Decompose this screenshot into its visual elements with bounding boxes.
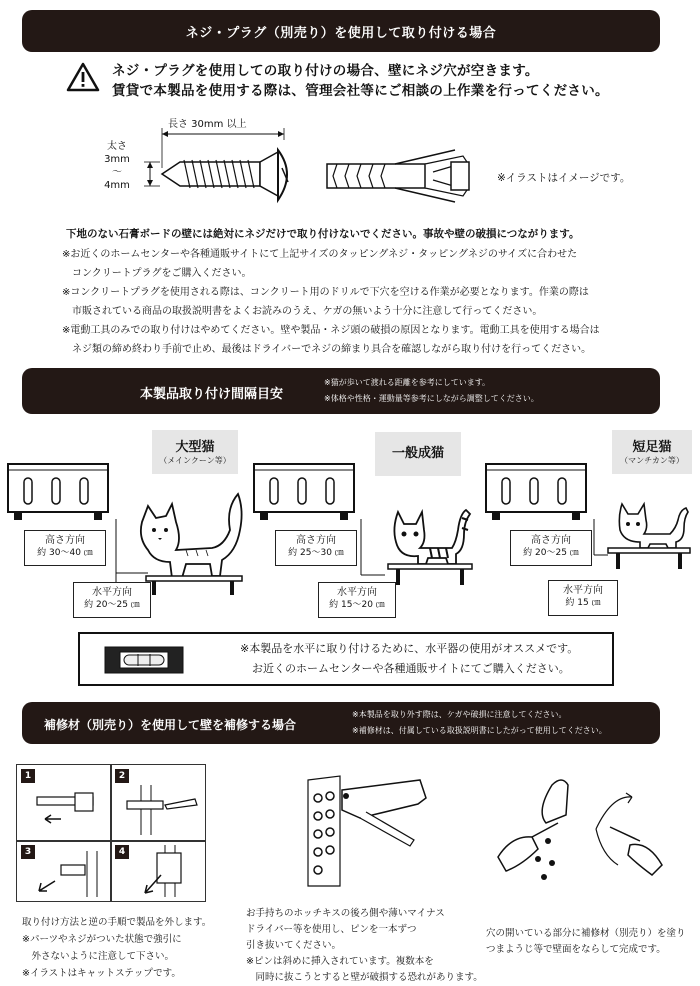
section3-col3-text: [486, 926, 686, 958]
illust-note: ※イラストはイメージです。: [497, 172, 631, 184]
plug-illustration: [325, 148, 475, 208]
height-box-large: [24, 530, 106, 566]
note-line: ネジ類の締め終わり手前で止め、最後はドライバーでネジの締まり具合を確認しながら取り付けを行ってください。: [62, 344, 592, 355]
step-2-illustration: [121, 785, 201, 835]
step-number-1: 1: [21, 769, 35, 783]
section1-header: [22, 10, 660, 52]
step-4-illustration: [131, 845, 201, 897]
note-line: ※お近くのホームセンターや各種通販サイトにて上記サイズのタッピングネジ・タッピングネジのサイズに合わせた: [62, 249, 578, 260]
height-title-adult: 高さ方向: [296, 535, 336, 546]
height-value-large: 約 30〜40 ㎝: [37, 548, 93, 558]
notes-list: [62, 245, 600, 359]
level-line-2: お近くのホームセンターや各種通販サイトにてご購入ください。: [252, 662, 570, 675]
col1-line: ※パーツやネジがついた状態で強引に: [22, 934, 182, 945]
level-recommendation-box: [78, 632, 614, 686]
section1-header-text: ネジ・プラグ（別売り）を使用して取り付ける場合: [185, 25, 497, 41]
warning-line-1: ネジ・プラグを使用しての取り付けの場合、壁にネジ穴が空きます。: [112, 63, 539, 79]
cat-label-large: [152, 430, 238, 474]
note-line: コンクリートプラグをご購入ください。: [62, 268, 252, 279]
horiz-title-adult: 水平方向: [337, 587, 377, 598]
step-panel-1: [16, 764, 112, 842]
horiz-title-short: 水平方向: [563, 585, 603, 596]
cat-label-short: [612, 430, 692, 474]
section3-col1-text: [22, 914, 211, 982]
screw-illustration: [160, 148, 300, 204]
spirit-level-icon: [104, 646, 184, 674]
thickness-tilde: ～: [112, 167, 122, 178]
section3-header: [22, 702, 660, 744]
note-line: ※コンクリートプラグを使用される際は、コンクリート用のドリルで下穴を空ける作業が必要となります。作業の際は: [62, 287, 589, 298]
horiz-value-large: 約 20〜25 ㎝: [84, 600, 140, 610]
col2-line: ※ピンは斜めに挿入されています。複数本を: [246, 956, 434, 967]
cat-label-adult: [375, 432, 461, 476]
step-number-4: 4: [115, 845, 129, 859]
step-panel-2: [110, 764, 206, 842]
col3-line: 穴の開いている部分に補修材（別売り）を塗り: [486, 928, 686, 939]
note-line: 市販されている商品の取扱説明書をよくお読みのうえ、ケガの無いよう十分に注意して行ってください。: [62, 306, 543, 317]
section3-note-1: ※本製品を取り外す際は、ケガや破損に注意してください。: [352, 710, 567, 719]
length-label: 長さ 30mm 以上: [168, 119, 247, 130]
step-panel-4: [110, 840, 206, 902]
height-title-short: 高さ方向: [531, 535, 571, 546]
note-line: ※電動工具のみでの取り付けはやめてください。壁や製品・ネジ頭の破損の原因となります。電動工具を使用する場合は: [62, 325, 600, 336]
repair-illustration: [492, 775, 672, 895]
horiz-value-adult: 約 15〜20 ㎝: [329, 600, 385, 610]
adult-cat-illustration: [378, 502, 478, 592]
height-title-large: 高さ方向: [45, 535, 85, 546]
col3-line: つまようじ等で壁面をならして完成です。: [486, 944, 666, 955]
col2-line: 引き抜いてください。: [246, 940, 342, 951]
col2-line: ドライバー等を使用し、ピンを一本ずつ: [246, 924, 417, 935]
col1-line: ※イラストはキャットステップです。: [22, 968, 181, 979]
thickness-max: 4mm: [104, 180, 130, 191]
step-panel-3: [16, 840, 112, 902]
section2-note-2: ※体格や性格・運動量等参考にしながら調整してください。: [324, 394, 539, 403]
length-dimension: [160, 128, 290, 140]
step-1-illustration: [31, 789, 101, 835]
cat-shelf-1: [6, 462, 112, 526]
bold-warning: 下地のない石膏ボードの壁には絶対にネジだけで取り付けないでください。事故や壁の破損につながります。: [66, 228, 580, 240]
horiz-box-adult: [318, 582, 396, 618]
warning-line-2: 賃貸で本製品を使用する際は、管理会社等にご相談の上作業を行ってください。: [112, 83, 609, 99]
cat-sub-short: （マンチカン等）: [620, 456, 684, 465]
height-box-short: [510, 530, 592, 566]
thickness-word: 太さ: [107, 141, 127, 152]
horiz-value-short: 約 15 ㎝: [565, 598, 601, 608]
horiz-box-short: [548, 580, 618, 616]
col1-line: 取り付け方法と逆の手順で製品を外します。: [22, 917, 212, 928]
section3-title: 補修材（別売り）を使用して壁を補修する場合: [44, 718, 297, 732]
step-number-2: 2: [115, 769, 129, 783]
short-cat-illustration: [604, 498, 694, 578]
section2-note-1: ※猫が歩いて渡れる距離を参考にしています。: [324, 378, 491, 387]
step-number-3: 3: [21, 845, 35, 859]
section2-header: [22, 368, 660, 414]
level-line-1: ※本製品を水平に取り付けるために、水平器の使用がオススメです。: [240, 642, 579, 655]
section3-note-2: ※補修材は、付属している取扱説明書にしたがって使用してください。: [352, 726, 607, 735]
col2-line: お手持ちのホッチキスの後ろ側や薄いマイナス: [246, 908, 445, 919]
cat-sub-large: （メインクーン等）: [159, 456, 231, 465]
height-value-short: 約 20〜25 ㎝: [523, 548, 579, 558]
col2-line: 同時に抜こうとすると壁が破損する恐れがあります。: [246, 972, 483, 983]
thickness-label: [102, 140, 132, 192]
thickness-dimension: [140, 160, 160, 190]
pin-removal-illustration: [300, 770, 430, 890]
section2-title: 本製品取り付け間隔目安: [140, 387, 284, 402]
horiz-box-large: [73, 582, 151, 618]
height-value-adult: 約 25〜30 ㎝: [288, 548, 344, 558]
height-box-adult: [275, 530, 357, 566]
horiz-title-large: 水平方向: [92, 587, 132, 598]
step-3-illustration: [31, 851, 107, 897]
cat-name-short: 短足猫: [632, 440, 672, 455]
thickness-min: 3mm: [104, 154, 130, 165]
section3-col2-text: [246, 906, 483, 986]
cat-shelf-2: [252, 462, 358, 526]
col1-line: 外さないように注意して下さい。: [22, 951, 175, 962]
cat-name-adult: 一般成猫: [391, 446, 444, 461]
warning-icon: [66, 62, 100, 92]
cat-name-large: 大型猫: [175, 440, 215, 455]
